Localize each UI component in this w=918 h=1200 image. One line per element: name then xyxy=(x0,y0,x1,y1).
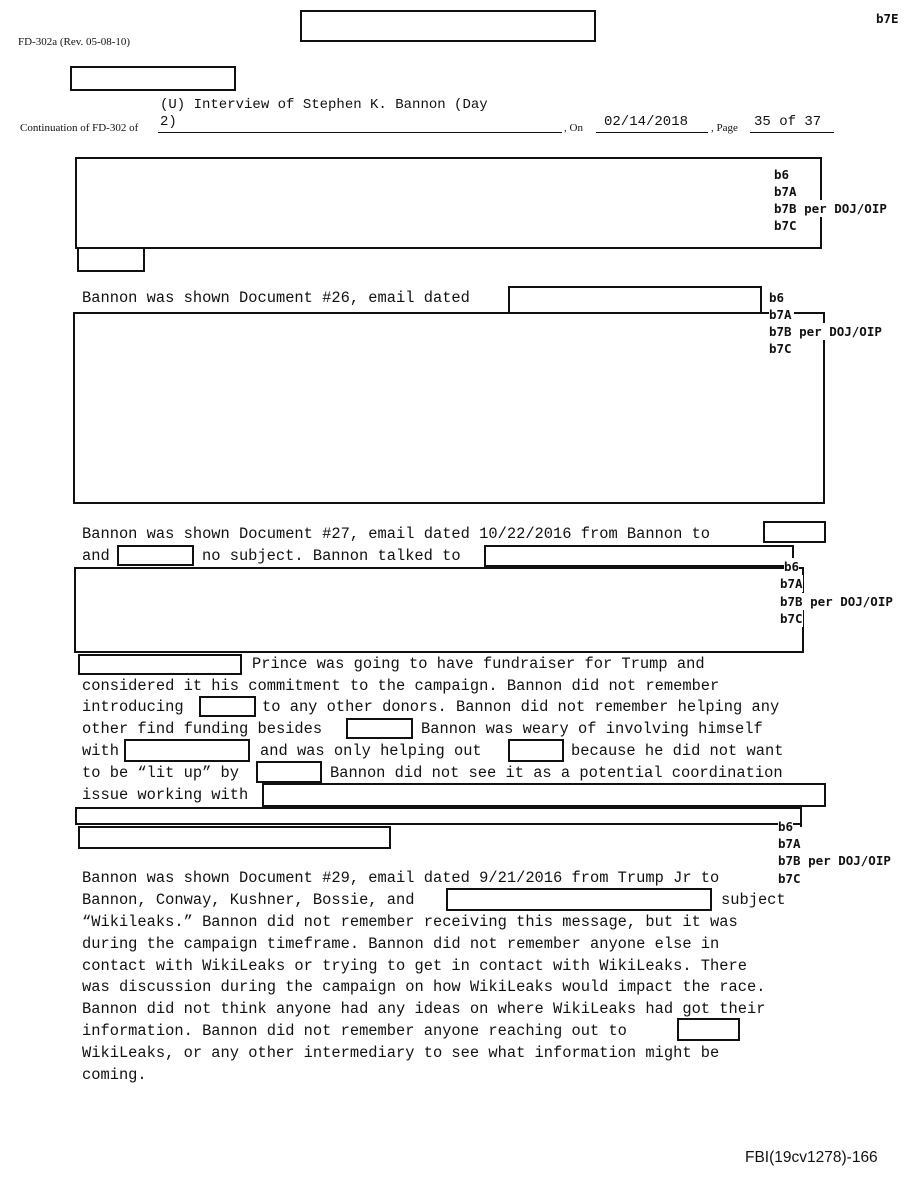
paragraph-doc29-line7: Bannon did not think anyone had any ideas on where WikiLeaks had got their xyxy=(82,1000,766,1018)
interview-title-line2: 2) xyxy=(160,114,177,130)
paragraph-p3-line2: considered it his commitment to the campaign. Bannon did not remember xyxy=(82,677,720,695)
paragraph-p3-line5c: because he did not want xyxy=(571,742,784,760)
paragraph-p3-line3b: to any other donors. Bannon did not remember helping any xyxy=(262,698,780,716)
paragraph-p3-line6b: Bannon did not see it as a potential coordination xyxy=(330,764,783,782)
exemption-code-b6: b6 xyxy=(784,559,800,574)
redaction-box xyxy=(70,66,236,91)
redaction-box xyxy=(117,545,194,566)
page-label: , Page xyxy=(711,122,738,134)
redaction-box xyxy=(346,718,413,739)
exemption-code-b7e: b7E xyxy=(876,11,899,26)
title-underline xyxy=(158,132,562,133)
on-label: , On xyxy=(564,122,583,134)
paragraph-p3-line1: Prince was going to have fundraiser for Trump and xyxy=(252,655,705,673)
exemption-code-b7b: b7B per DOJ/OIP xyxy=(778,853,891,868)
paragraph-doc29-line10: coming. xyxy=(82,1066,147,1084)
paragraph-doc29-line3: “Wikileaks.” Bannon did not remember receiving this message, but it was xyxy=(82,913,738,931)
paragraph-doc29-line4: during the campaign timeframe. Bannon did not remember anyone else in xyxy=(82,935,720,953)
page-number: 35 of 37 xyxy=(754,114,822,130)
exemption-code-b7c: b7C xyxy=(780,611,803,626)
exemption-code-b7c: b7C xyxy=(778,871,801,886)
redaction-box xyxy=(78,826,391,849)
exemption-code-b6: b6 xyxy=(769,290,785,305)
paragraph-p3-line4b: Bannon was weary of involving himself xyxy=(421,720,763,738)
redaction-block xyxy=(75,157,822,249)
redaction-box xyxy=(77,247,145,272)
paragraph-doc27-line2a: and xyxy=(82,547,110,565)
interview-title-line1: (U) Interview of Stephen K. Bannon (Day xyxy=(160,97,488,113)
paragraph-p3-line7: issue working with xyxy=(82,786,249,804)
redaction-box xyxy=(446,888,712,911)
paragraph-doc29-line8: information. Bannon did not remember anyone reaching out to xyxy=(82,1022,627,1040)
paragraph-doc29-line2b: subject xyxy=(721,891,786,909)
redaction-box xyxy=(262,783,826,807)
paragraph-doc29-line9: WikiLeaks, or any other intermediary to see what information might be xyxy=(82,1044,720,1062)
redaction-box xyxy=(508,286,762,314)
redaction-box xyxy=(124,739,250,762)
continuation-label: Continuation of FD-302 of xyxy=(20,122,139,134)
redaction-box xyxy=(508,739,564,762)
redaction-edge xyxy=(800,807,802,827)
paragraph-doc29-line1: Bannon was shown Document #29, email dated 9/21/2016 from Trump Jr to xyxy=(82,869,720,887)
interview-date: 02/14/2018 xyxy=(604,114,689,130)
redaction-box xyxy=(763,521,826,543)
redaction-box xyxy=(256,761,322,783)
paragraph-p3-line3a: introducing xyxy=(82,698,184,716)
paragraph-p3-line5b: and was only helping out xyxy=(260,742,482,760)
exemption-code-b7a: b7A xyxy=(774,184,797,199)
exemption-code-b7b: b7B per DOJ/OIP xyxy=(780,594,893,609)
exemption-code-b6: b6 xyxy=(774,167,790,182)
exemption-code-b7a: b7A xyxy=(769,307,792,322)
paragraph-doc29-line6: was discussion during the campaign on how WikiLeaks would impact the race. xyxy=(82,978,766,996)
paragraph-p3-line5a: with xyxy=(82,742,119,760)
redaction-box xyxy=(78,654,242,675)
exemption-code-b7a: b7A xyxy=(780,576,803,591)
redaction-box xyxy=(199,696,256,717)
redaction-box xyxy=(677,1018,740,1041)
redaction-block xyxy=(75,807,802,825)
form-id: FD-302a (Rev. 05-08-10) xyxy=(18,36,131,48)
exemption-code-b7b: b7B per DOJ/OIP xyxy=(769,324,882,339)
paragraph-p3-line6a: to be “lit up” by xyxy=(82,764,240,782)
redaction-block xyxy=(74,567,804,653)
redaction-box xyxy=(300,10,596,42)
paragraph-doc27-line1: Bannon was shown Document #27, email dated 10/22/2016 from Bannon to xyxy=(82,525,711,543)
date-underline xyxy=(596,132,708,133)
paragraph-p3-line4a: other find funding besides xyxy=(82,720,323,738)
exemption-code-b7a: b7A xyxy=(778,836,801,851)
page-underline xyxy=(750,132,834,133)
paragraph-doc29-line2a: Bannon, Conway, Kushner, Bossie, and xyxy=(82,891,415,909)
exemption-code-b7b: b7B per DOJ/OIP xyxy=(774,201,887,216)
redaction-box xyxy=(484,545,794,567)
exemption-code-b6: b6 xyxy=(778,819,794,834)
paragraph-doc27-line2b: no subject. Bannon talked to xyxy=(202,547,461,565)
paragraph-doc29-line5: contact with WikiLeaks or trying to get in contact with WikiLeaks. There xyxy=(82,957,747,975)
paragraph-doc26: Bannon was shown Document #26, email dated xyxy=(82,289,470,307)
bates-number: FBI(19cv1278)-166 xyxy=(745,1149,878,1166)
exemption-code-b7c: b7C xyxy=(769,340,796,357)
redaction-block xyxy=(73,312,825,504)
exemption-code-b7c: b7C xyxy=(774,218,797,233)
